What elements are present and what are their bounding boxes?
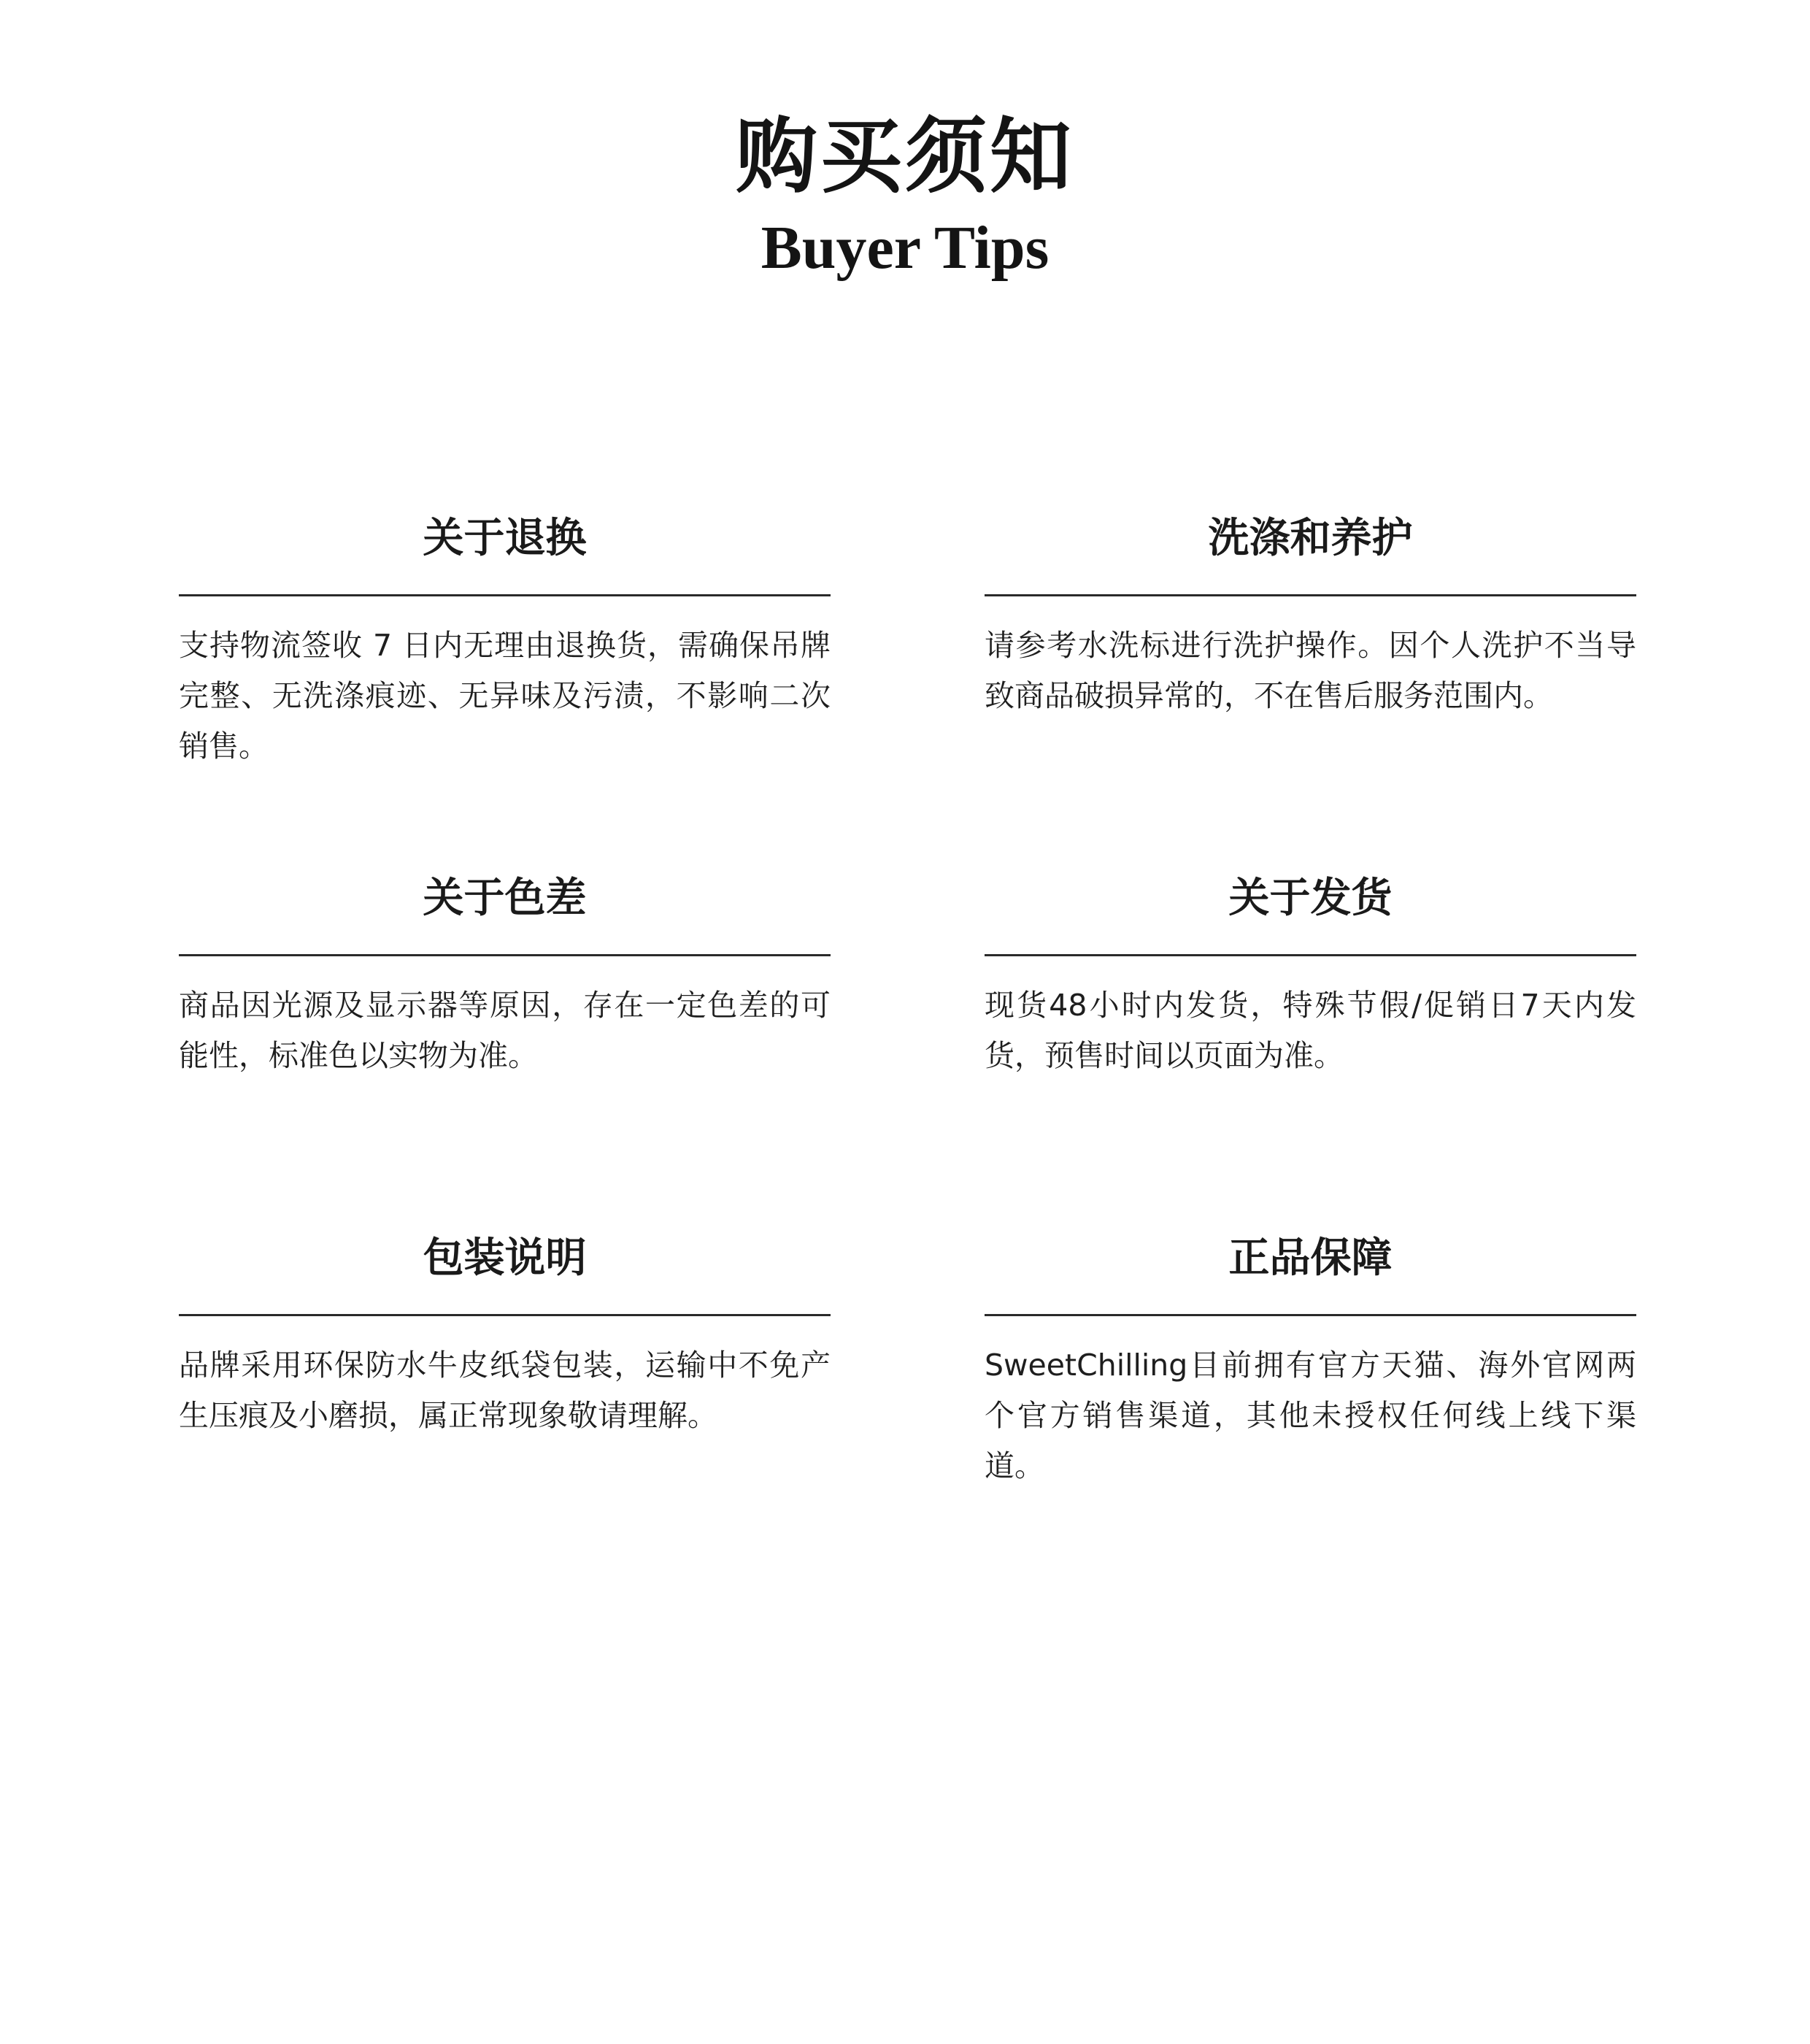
tip-body: SweetChilling目前拥有官方天猫、海外官网两个官方销售渠道，其他未授权任何线上线下渠道。 — [985, 1348, 1636, 1483]
divider — [985, 594, 1636, 596]
divider — [985, 1314, 1636, 1316]
tip-heading: 包装说明 — [423, 1234, 587, 1282]
tip-heading: 洗涤和养护 — [1208, 515, 1413, 562]
divider — [179, 954, 831, 956]
page-subtitle: Buyer Tips — [760, 214, 1050, 282]
tip-heading: 关于色差 — [423, 875, 587, 922]
tip-body: 支持物流签收 7 日内无理由退换货，需确保吊牌完整、无洗涤痕迹、无异味及污渍，不影响二次销售。 — [179, 628, 831, 764]
tip-body: 现货48小时内发货，特殊节假/促销日7天内发货，预售时间以页面为准。 — [985, 988, 1636, 1073]
divider — [985, 954, 1636, 956]
tip-body: 商品因光源及显示器等原因，存在一定色差的可能性，标准色以实物为准。 — [179, 988, 831, 1073]
tip-heading: 正品保障 — [1228, 1234, 1393, 1282]
page-title: 购买须知 — [736, 109, 1074, 204]
divider — [179, 594, 831, 596]
tip-heading: 关于发货 — [1228, 875, 1393, 922]
tip-body: 品牌采用环保防水牛皮纸袋包装，运输中不免产生压痕及小磨损，属正常现象敬请理解。 — [179, 1348, 831, 1433]
tip-heading: 关于退换 — [423, 515, 587, 562]
divider — [179, 1314, 831, 1316]
tip-body: 请参考水洗标进行洗护操作。因个人洗护不当导致商品破损异常的，不在售后服务范围内。 — [985, 628, 1636, 713]
